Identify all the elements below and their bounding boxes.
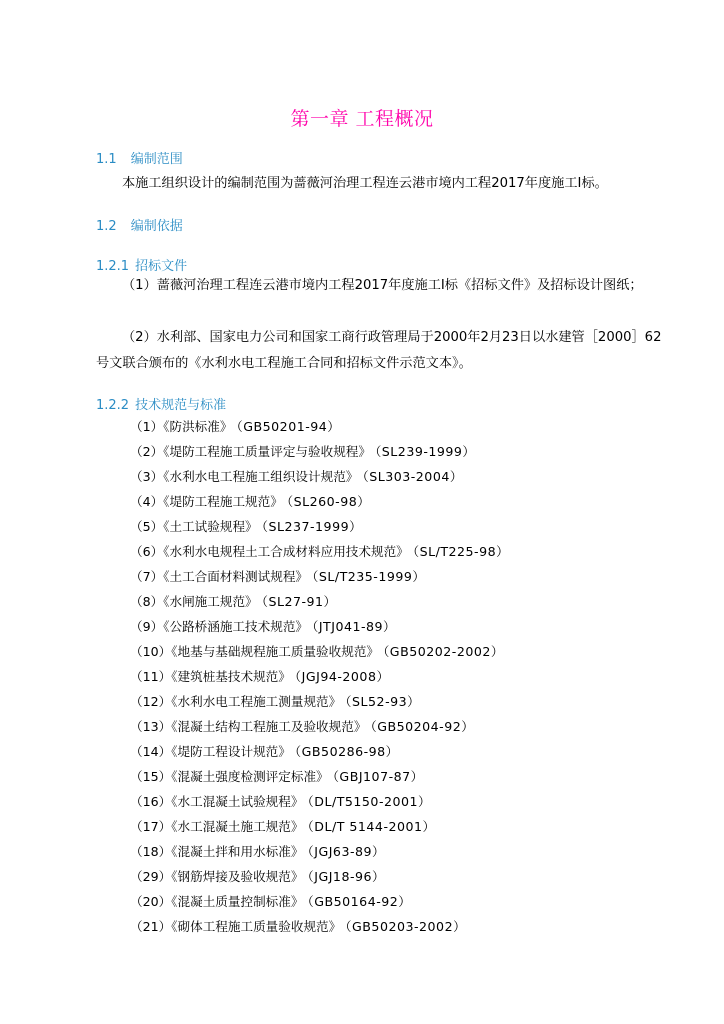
standard-item	[130, 714, 509, 739]
standard-name: 《堤防工程施工质量评定与验收规程》	[163, 444, 371, 459]
standard-code: （SL/T225-98）	[412, 544, 510, 559]
standard-name: 《水工混凝土试验规程》	[171, 794, 304, 809]
standard-index: （13）	[130, 719, 172, 734]
standard-index: （29）	[130, 869, 172, 884]
standard-code: （GB50203-2002）	[345, 919, 467, 934]
standard-index: （5）	[130, 519, 164, 534]
standard-name: 《水利水电规程土工合成材料应用技术规范》	[163, 544, 409, 559]
standard-name: 《堤防工程设计规范》	[171, 744, 291, 759]
standard-code: （GB50286-98）	[294, 744, 399, 759]
standard-index: （10）	[130, 644, 172, 659]
standard-name: 《砌体工程施工质量验收规范》	[171, 919, 342, 934]
section-heading-basis	[96, 215, 183, 234]
standard-item	[130, 439, 509, 464]
standard-item	[130, 464, 509, 489]
standard-index: （20）	[130, 894, 172, 909]
standard-code: （SL239-1999）	[375, 444, 476, 459]
subsection-heading-standards	[96, 394, 226, 413]
section-title: 编制范围	[130, 152, 183, 167]
standard-item	[130, 789, 509, 814]
section-number: 1.1	[96, 152, 117, 167]
scope-paragraph: 本施工组织设计的编制范围为蔷薇河治理工程连云港市境内工程2017年度施工I标。	[122, 176, 608, 191]
standard-code: （GB50201-94）	[236, 419, 341, 434]
standard-index: （18）	[130, 844, 172, 859]
standard-item	[130, 639, 509, 664]
standard-item	[130, 489, 509, 514]
standard-index: （9）	[130, 619, 164, 634]
standard-name: 《混凝土强度检测评定标准》	[171, 769, 329, 784]
standard-code: （JGJ18-96）	[307, 869, 386, 884]
standard-name: 《土工试验规程》	[163, 519, 258, 534]
section-title: 编制依据	[130, 219, 183, 234]
standard-code: （GB50164-92）	[307, 894, 412, 909]
standard-index: （7）	[130, 569, 164, 584]
standard-code: （JGJ94-2008）	[294, 669, 390, 684]
standard-item	[130, 589, 509, 614]
standard-index: （16）	[130, 794, 172, 809]
standard-name: 《建筑桩基技术规范》	[171, 669, 291, 684]
standard-name: 《堤防工程施工规范》	[163, 494, 283, 509]
standard-code: （GBJ107-87）	[332, 769, 424, 784]
standard-index: （15）	[130, 769, 172, 784]
standard-index: （4）	[130, 494, 164, 509]
bid-paragraph-1: （1）蔷薇河治理工程连云港市境内工程2017年度施工I标《招标文件》及招标设计图纸；	[122, 278, 643, 293]
standard-item	[130, 564, 509, 589]
section-number: 1.2	[96, 219, 117, 234]
section-heading-scope	[96, 148, 183, 167]
standard-name: 《混凝土质量控制标准》	[171, 894, 304, 909]
subsection-number: 1.2.2	[96, 398, 130, 413]
standard-item	[130, 689, 509, 714]
standard-item	[130, 414, 509, 439]
standard-item	[130, 914, 509, 939]
standard-index: （8）	[130, 594, 164, 609]
bid-paragraph-2: （2）水利部、国家电力公司和国家工商行政管理局于2000年2月23日以水建管［2000］62号文联合颁布的《水利水电工程施工合同和招标文件示范文本》。	[96, 330, 662, 371]
standard-name: 《防洪标准》	[163, 419, 233, 434]
standard-name: 《混凝土结构工程施工及验收规范》	[171, 719, 367, 734]
standard-index: （6）	[130, 544, 164, 559]
standard-code: （JTJ041-89）	[312, 619, 397, 634]
standard-item	[130, 814, 509, 839]
standard-code: （JGJ63-89）	[307, 844, 386, 859]
standard-item	[130, 539, 509, 564]
standard-item	[130, 614, 509, 639]
standard-name: 《钢筋焊接及验收规范》	[171, 869, 304, 884]
standard-name: 《水利水电工程施工组织设计规范》	[163, 469, 359, 484]
standard-name: 《公路桥涵施工技术规范》	[163, 619, 309, 634]
standard-code: （SL/T235-1999）	[312, 569, 426, 584]
standard-code: （SL260-98）	[286, 494, 371, 509]
standard-name: 《水工混凝土施工规范》	[171, 819, 304, 834]
standard-name: 《地基与基础规程施工质量验收规范》	[171, 644, 380, 659]
standard-item	[130, 839, 509, 864]
standard-name: 《水闸施工规范》	[163, 594, 258, 609]
standard-item	[130, 514, 509, 539]
standard-code: （GB50204-92）	[370, 719, 475, 734]
standard-item	[130, 889, 509, 914]
standard-code: （DL/T 5144-2001）	[307, 819, 436, 834]
standard-code: （SL303-2004）	[362, 469, 463, 484]
standard-code: （DL/T5150-2001）	[307, 794, 432, 809]
standard-name: 《混凝土拌和用水标准》	[171, 844, 304, 859]
standard-item	[130, 664, 509, 689]
standard-index: （17）	[130, 819, 172, 834]
subsection-number: 1.2.1	[96, 259, 130, 274]
standard-code: （GB50202-2002）	[383, 644, 504, 659]
standard-index: （14）	[130, 744, 172, 759]
standards-list	[130, 414, 509, 939]
standard-index: （3）	[130, 469, 164, 484]
chapter-title: 第一章 工程概况	[290, 108, 434, 130]
subsection-title: 招标文件	[135, 259, 188, 274]
subsection-title: 技术规范与标准	[135, 398, 227, 413]
standard-item	[130, 764, 509, 789]
standard-code: （SL237-1999）	[261, 519, 363, 534]
standard-item	[130, 864, 509, 889]
standard-index: （2）	[130, 444, 164, 459]
standard-index: （12）	[130, 694, 172, 709]
standard-name: 《水利水电工程施工测量规范》	[171, 694, 342, 709]
standard-index: （21）	[130, 919, 172, 934]
standard-name: 《土工合面材料测试规程》	[163, 569, 309, 584]
standard-code: （SL52-93）	[345, 694, 421, 709]
standard-index: （11）	[130, 669, 172, 684]
standard-code: （SL27-91）	[261, 594, 337, 609]
subsection-heading-bid-documents	[96, 255, 187, 274]
standard-item	[130, 739, 509, 764]
standard-index: （1）	[130, 419, 164, 434]
